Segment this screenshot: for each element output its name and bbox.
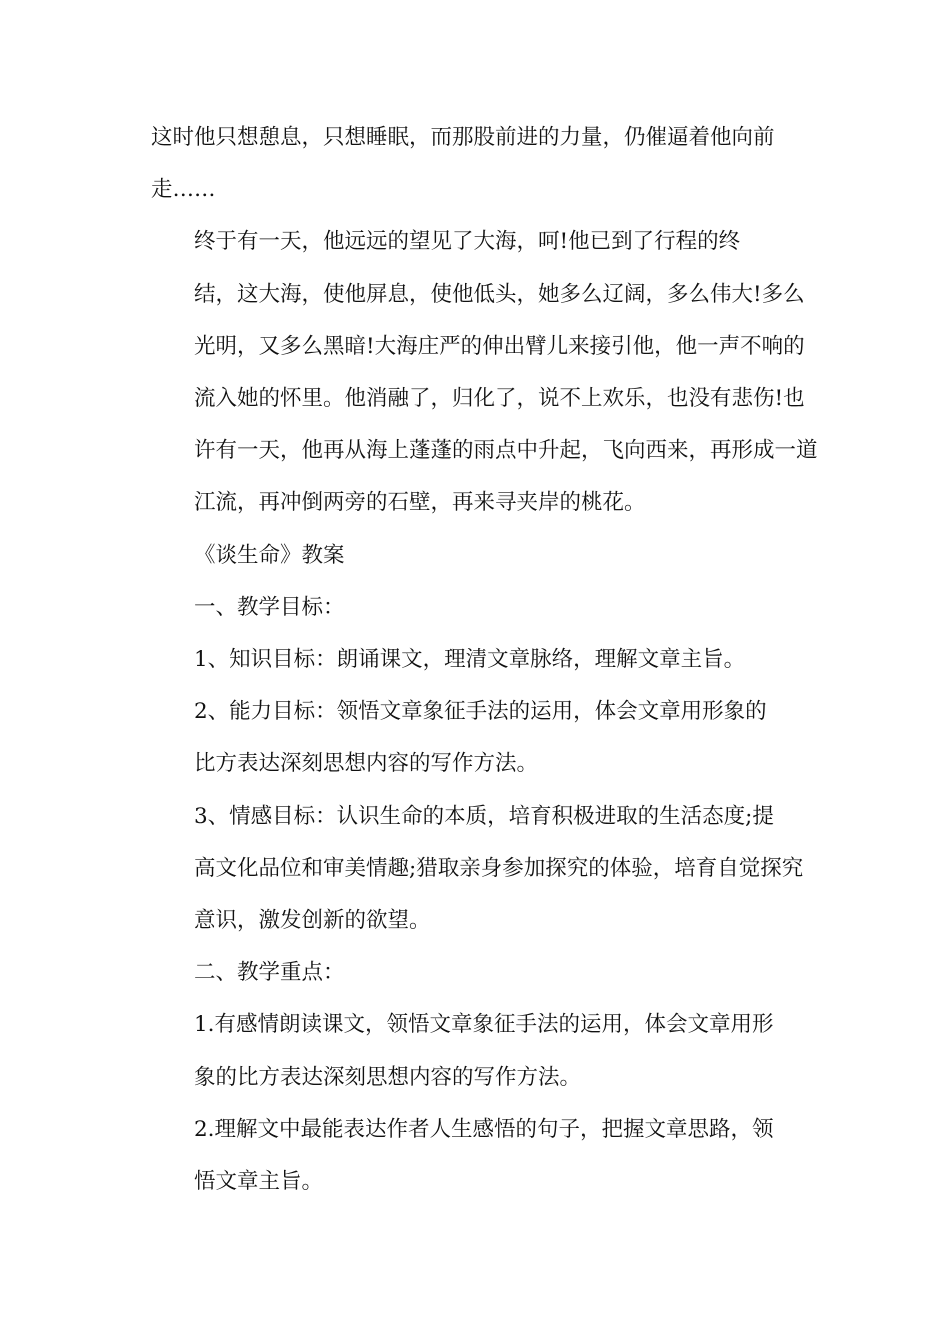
lesson-plan-title [151,530,806,582]
text-line: 意识，激发创新的欲望。 [194,908,431,934]
text-line: 光明，又多么黑暗!大海庄严的伸出臂儿来接引他，他一声不响的 [194,333,805,359]
text-line: 悟文章主旨。 [194,1169,324,1195]
text-line: 走…… [151,177,216,203]
text-line: 1.有感情朗读课文，领悟文章象征手法的运用，体会文章用形 [194,1012,774,1038]
objective-knowledge [151,634,806,686]
text-line: 比方表达深刻思想内容的写作方法。 [194,751,539,777]
text-line: 一、教学目标： [194,594,345,620]
text-line: 2、能力目标：领悟文章象征手法的运用，体会文章用形象的 [194,699,767,725]
text-line: 二、教学重点： [194,960,345,986]
section-heading-key-points [151,947,806,999]
document-body [151,112,818,1208]
text-line: 流入她的怀里。他消融了，归化了，说不上欢乐，也没有悲伤!也 [194,386,805,412]
text-line: 1、知识目标：朗诵课文，理清文章脉络，理解文章主旨。 [194,647,746,673]
text-line: 许有一天，他再从海上蓬蓬的雨点中升起，飞向西来，再形成一道 [194,438,818,464]
section-heading-objectives [151,582,806,634]
text-line: 3、情感目标：认识生命的本质，培育积极进取的生活态度;提 [194,803,774,829]
text-line: 高文化品位和审美情趣;猎取亲身参加探究的体验，培育自觉探究 [194,855,804,881]
paragraph-sea [151,216,818,529]
text-line: 2.理解文中最能表达作者人生感悟的句子，把握文章思路，领 [194,1116,774,1142]
objective-ability [151,686,806,790]
key-point-2 [151,1104,806,1208]
text-line: 结，这大海，使他屏息，使他低头，她多么辽阔，多么伟大!多么 [194,281,805,307]
text-line: 终于有一天，他远远的望见了大海，呵!他已到了行程的终 [194,229,741,255]
text-line: 江流，再冲倒两旁的石壁，再来寻夹岸的桃花。 [194,490,646,516]
text-line: 象的比方表达深刻思想内容的写作方法。 [194,1064,582,1090]
key-point-1 [151,999,806,1103]
paragraph-continuation [151,112,806,216]
text-line: 这时他只想憩息，只想睡眠，而那股前进的力量，仍催逼着他向前 [151,125,775,150]
text-line: 《谈生命》教案 [194,542,345,568]
objective-emotion [151,791,806,948]
